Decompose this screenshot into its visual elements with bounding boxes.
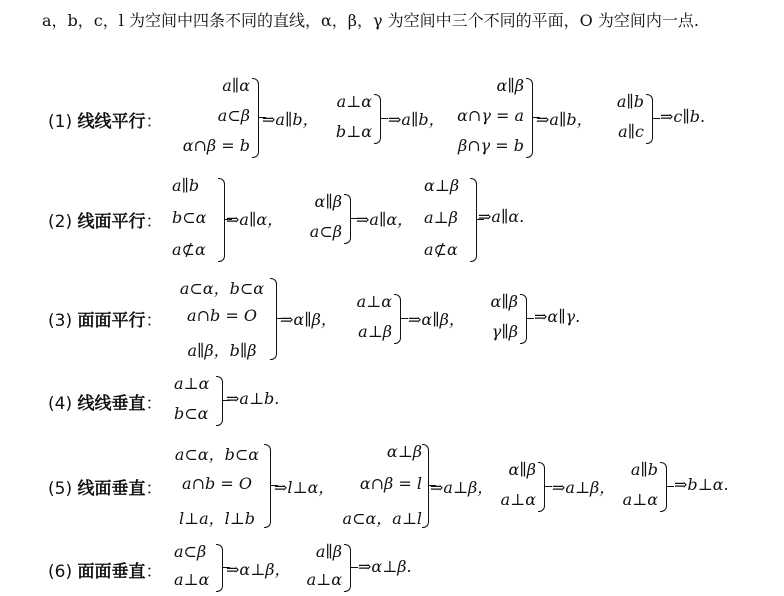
condition-line: a⊥α bbox=[174, 570, 210, 589]
right-brace bbox=[344, 194, 351, 244]
condition-line: α∩β = l bbox=[359, 474, 422, 493]
result: ⇒a∥α， bbox=[226, 210, 284, 229]
result: ⇒a∥b， bbox=[536, 110, 593, 129]
section-label bbox=[48, 207, 163, 232]
result: ⇒a∥b， bbox=[262, 110, 319, 129]
result: ⇒b⊥α. bbox=[674, 475, 729, 494]
section-6 bbox=[0, 538, 784, 594]
right-brace bbox=[252, 78, 259, 158]
condition-line: a⊄α bbox=[424, 240, 458, 259]
section-name: 线面平行 bbox=[77, 212, 146, 232]
condition-line: a⊂α，a⊥l bbox=[342, 509, 422, 528]
condition-line: α∥β bbox=[496, 76, 524, 95]
right-brace bbox=[422, 444, 429, 528]
right-brace bbox=[520, 294, 527, 344]
result: ⇒α∥β， bbox=[408, 310, 465, 329]
result: ⇒α∥γ. bbox=[534, 307, 581, 326]
condition-line: b⊥α bbox=[335, 122, 372, 141]
section-colon: ： bbox=[145, 394, 163, 414]
condition-line: α⊥β bbox=[386, 442, 422, 461]
right-brace bbox=[470, 178, 477, 262]
condition-line: a∥b bbox=[630, 460, 658, 479]
section-colon: ： bbox=[145, 479, 163, 499]
section-label bbox=[48, 107, 163, 132]
right-brace bbox=[218, 178, 225, 262]
result: ⇒α⊥β， bbox=[226, 560, 291, 579]
right-brace bbox=[646, 94, 653, 144]
result: ⇒c∥b. bbox=[660, 107, 706, 126]
condition-line: α⊥β bbox=[424, 176, 460, 195]
condition-line: β∩γ = b bbox=[457, 136, 524, 155]
right-brace bbox=[344, 544, 351, 592]
section-colon: ： bbox=[145, 562, 163, 582]
condition-line: a⊥β bbox=[424, 208, 458, 227]
right-brace bbox=[374, 94, 381, 144]
right-brace bbox=[526, 78, 533, 158]
condition-line: γ∥β bbox=[491, 322, 518, 341]
condition-line: a∥β，b∥β bbox=[187, 341, 257, 360]
right-brace bbox=[394, 294, 401, 344]
section-4 bbox=[0, 372, 784, 428]
section-3 bbox=[0, 272, 784, 362]
condition-line: a⊥α bbox=[174, 374, 210, 393]
condition-line: a⊥β bbox=[358, 322, 392, 341]
condition-line: α∩γ = a bbox=[457, 106, 524, 125]
section-number: (4) bbox=[48, 394, 73, 414]
section-1 bbox=[0, 74, 784, 164]
condition-line: a⊥α bbox=[306, 570, 342, 589]
section-name: 面面平行 bbox=[77, 311, 146, 331]
result: ⇒a∥α. bbox=[478, 207, 525, 226]
condition-line: a∥α bbox=[222, 76, 250, 95]
section-2 bbox=[0, 170, 784, 260]
section-name: 线线平行 bbox=[77, 112, 146, 132]
condition-line: α∥β bbox=[508, 460, 536, 479]
section-label bbox=[48, 474, 163, 499]
condition-line: a∥β bbox=[315, 542, 342, 561]
condition-line: a⊥α bbox=[500, 490, 536, 509]
section-label bbox=[48, 306, 163, 331]
section-5 bbox=[0, 438, 784, 530]
section-colon: ： bbox=[145, 112, 163, 132]
section-name: 线线垂直 bbox=[77, 394, 146, 414]
condition-line: a∩b = O bbox=[187, 306, 257, 325]
result: ⇒a∥α， bbox=[356, 210, 414, 229]
condition-line: a⊂α，b⊂α bbox=[179, 279, 265, 298]
section-name: 线面垂直 bbox=[77, 479, 146, 499]
section-label bbox=[48, 389, 163, 414]
condition-line: a⊄α bbox=[172, 240, 206, 259]
condition-line: b⊂α bbox=[172, 208, 207, 227]
condition-line: b⊂α bbox=[174, 404, 209, 423]
section-number: (1) bbox=[48, 112, 73, 132]
right-brace bbox=[216, 376, 223, 426]
condition-line: a∩b = O bbox=[182, 474, 252, 493]
section-name: 面面垂直 bbox=[77, 562, 146, 582]
condition-line: a⊂α，b⊂α bbox=[174, 445, 260, 464]
condition-line: a⊂β bbox=[309, 222, 342, 241]
section-number: (3) bbox=[48, 311, 73, 331]
result: ⇒a⊥b. bbox=[226, 389, 280, 408]
right-brace bbox=[264, 444, 271, 528]
condition-line: a⊥α bbox=[336, 92, 372, 111]
condition-line: a∥b bbox=[616, 92, 644, 111]
section-colon: ： bbox=[145, 212, 163, 232]
section-number: (6) bbox=[48, 562, 73, 582]
result: ⇒a∥b， bbox=[388, 110, 445, 129]
result: ⇒l⊥α， bbox=[274, 478, 335, 497]
section-label bbox=[48, 557, 163, 582]
result: ⇒a⊥β， bbox=[552, 478, 616, 497]
result: ⇒α⊥β. bbox=[358, 557, 412, 576]
condition-line: a∥c bbox=[618, 122, 644, 141]
result: ⇒α∥β， bbox=[280, 310, 337, 329]
condition-line: a⊥α bbox=[622, 490, 658, 509]
condition-line: α∥β bbox=[490, 292, 518, 311]
condition-line: a⊥α bbox=[356, 292, 392, 311]
right-brace bbox=[538, 462, 545, 512]
condition-line: α∩β = b bbox=[182, 136, 250, 155]
right-brace bbox=[270, 278, 277, 360]
right-brace bbox=[216, 544, 223, 592]
section-colon: ： bbox=[145, 311, 163, 331]
section-number: (2) bbox=[48, 212, 73, 232]
condition-line: a⊂β bbox=[174, 542, 207, 561]
condition-line: α∥β bbox=[314, 192, 342, 211]
condition-line: a⊂β bbox=[217, 106, 250, 125]
result: ⇒a⊥β， bbox=[430, 478, 494, 497]
right-brace bbox=[660, 462, 667, 512]
section-number: (5) bbox=[48, 479, 73, 499]
condition-line: a∥b bbox=[172, 176, 200, 195]
condition-line: l⊥a，l⊥b bbox=[178, 509, 256, 528]
intro-paragraph: a，b，c，l 为空间中四条不同的直线，α，β，γ 为空间中三个不同的平面，O 为空间内一点. bbox=[42, 11, 699, 30]
